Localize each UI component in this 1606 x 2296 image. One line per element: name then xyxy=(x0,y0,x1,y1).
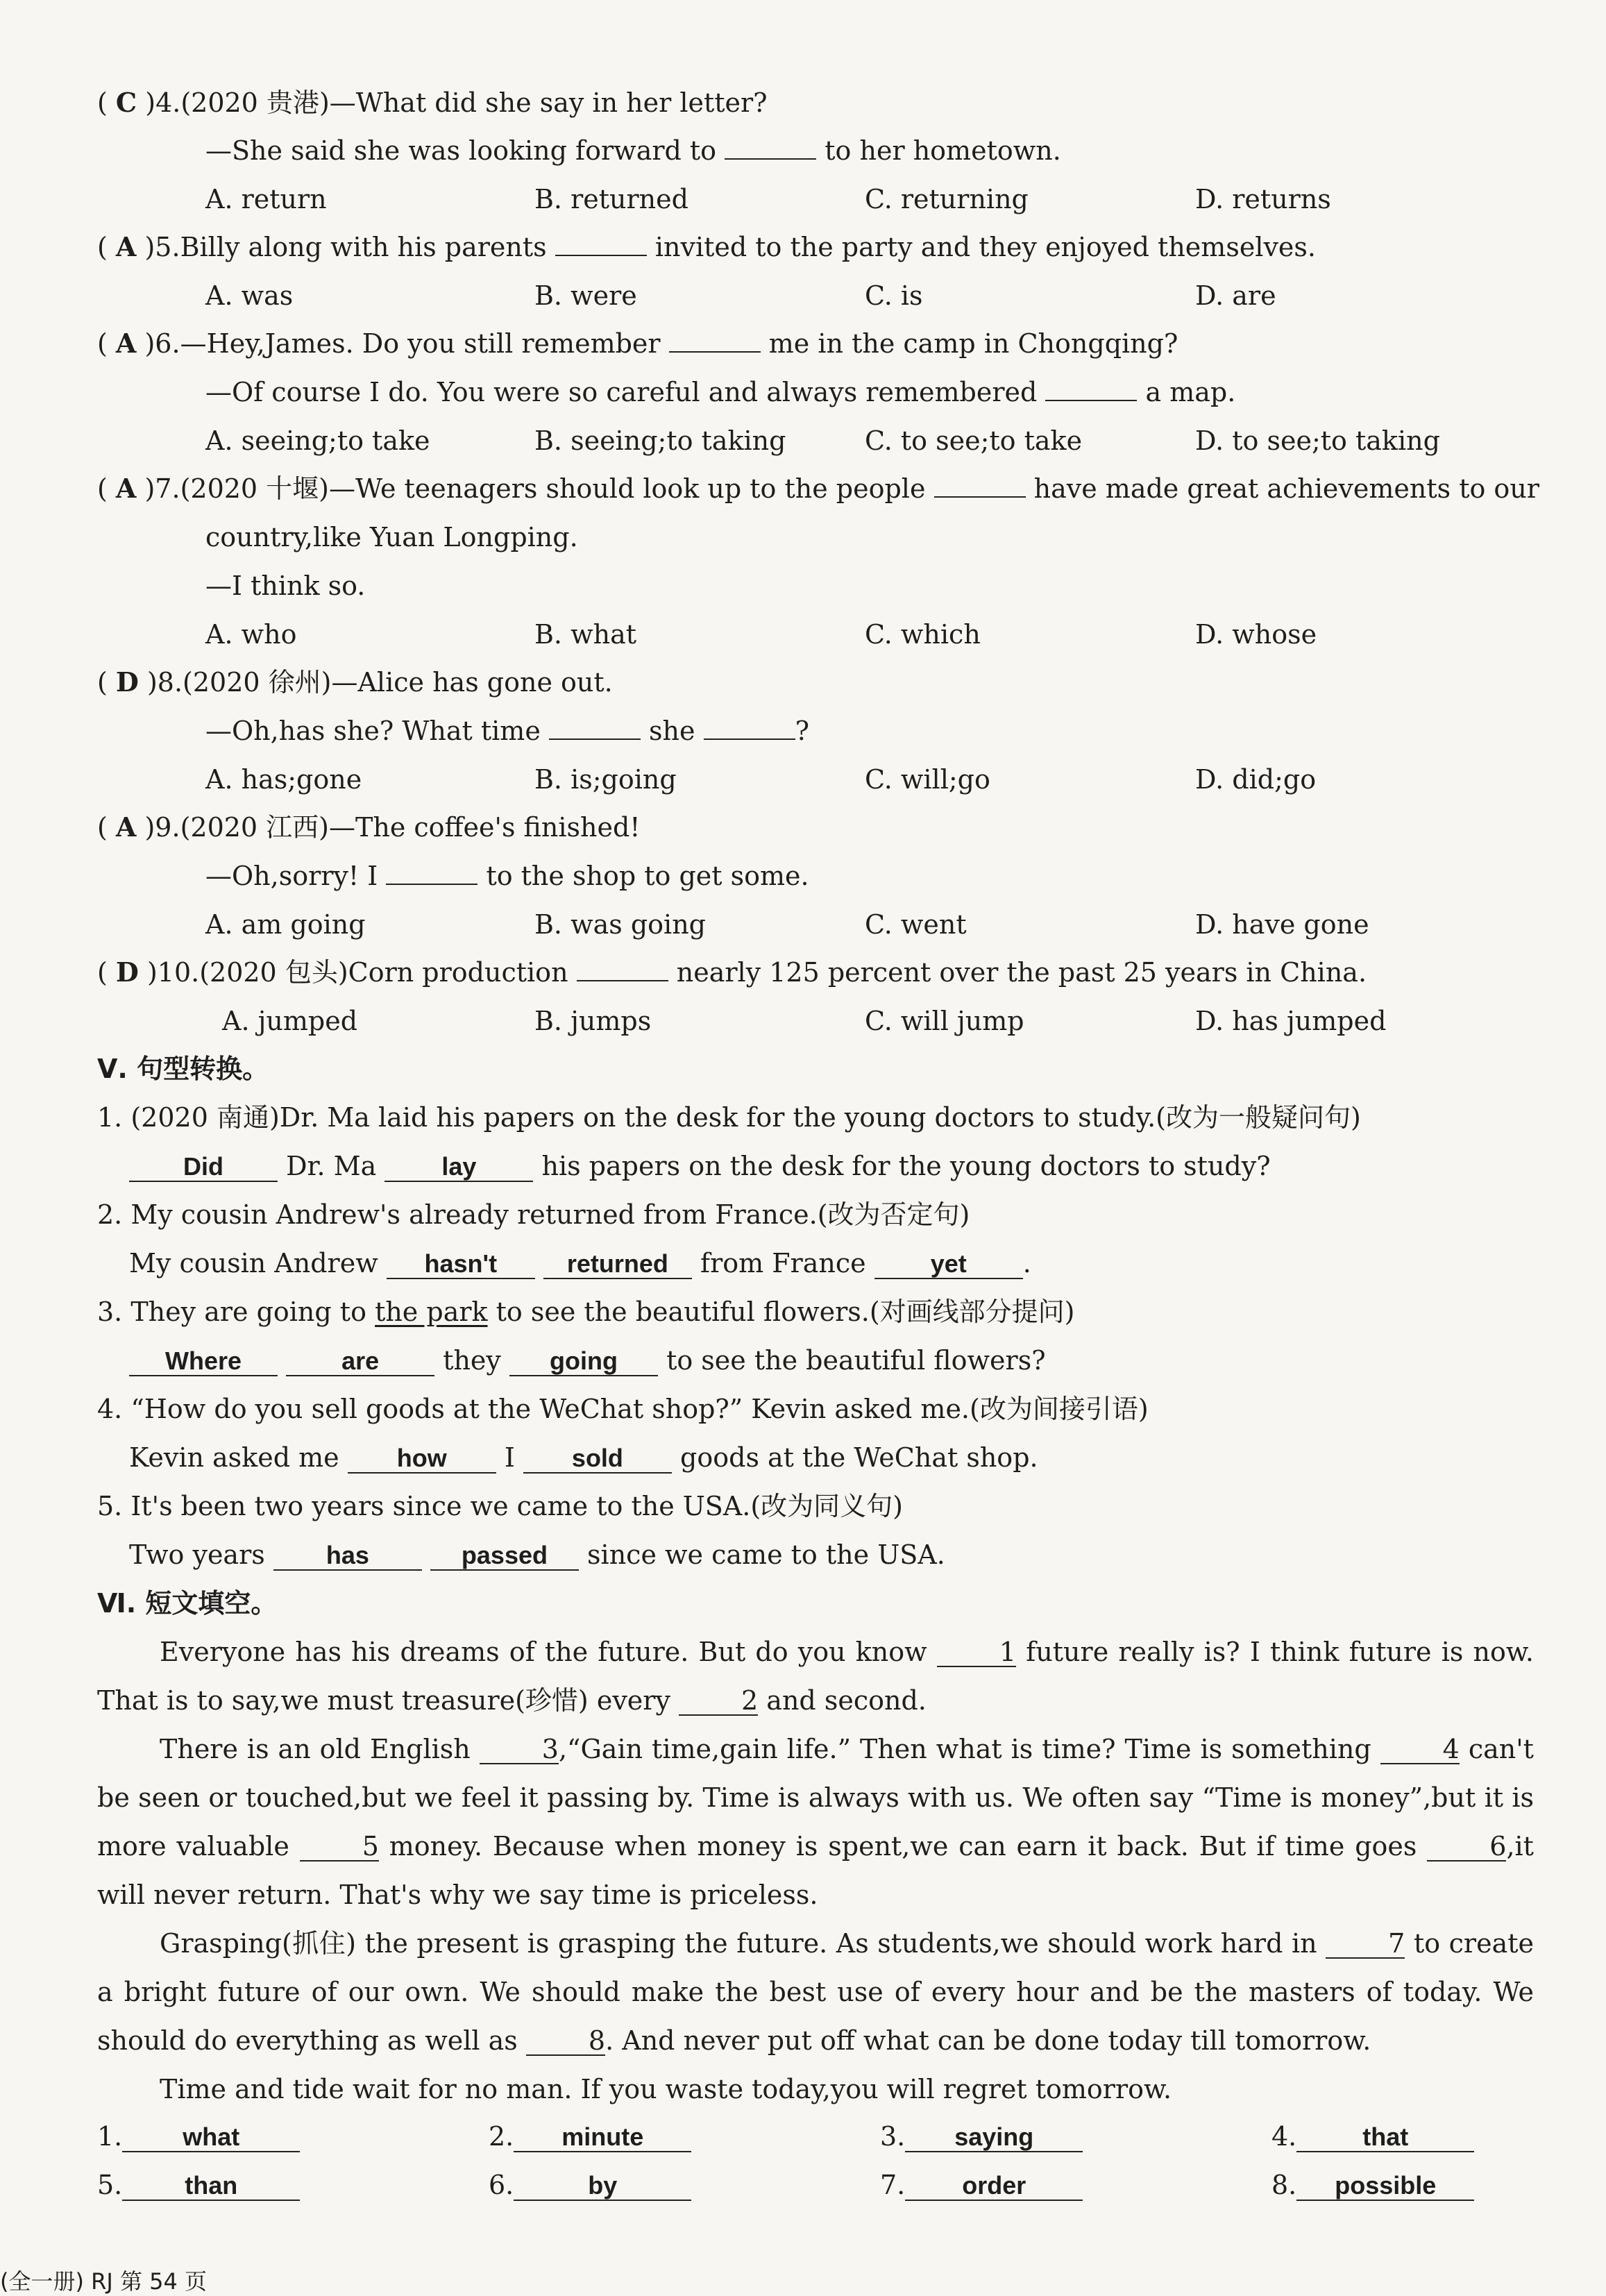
question-9-line2: —Oh,sorry! I to the shop to get some. xyxy=(205,861,809,891)
question-8: ( D )8.(2020 徐州)—Alice has gone out. xyxy=(97,666,613,698)
question-4-line2: —She said she was looking forward to to her hometown. xyxy=(205,135,1061,166)
answer-letter: A xyxy=(115,473,137,504)
blank[interactable] xyxy=(549,715,641,740)
option-d[interactable]: D. did;go xyxy=(1195,764,1317,795)
option-c[interactable]: C. returning xyxy=(865,184,1029,214)
blank[interactable] xyxy=(386,860,477,885)
answer-letter: A xyxy=(115,328,137,359)
underlined-phrase: the park xyxy=(375,1297,488,1327)
transform-4-answer: Kevin asked me how I sold goods at the WeChat shop. xyxy=(129,1442,1038,1473)
option-a[interactable]: A. am going xyxy=(205,909,366,940)
question-4: ( C )4.(2020 贵港)—What did she say in her letter? xyxy=(97,87,768,118)
answer-blank[interactable]: what xyxy=(122,2123,300,2152)
passage-paragraph-2: There is an old English 3,“Gain time,gain life.” Then what is time? Time is something 4 can't be seen or touched,but we feel it passing by. Time is always with us. We often say “Time is money”,but it is more valuable 5 money. Because when money is spent,we can earn it back. But if time goes 6,it will never return. That's why we say time is priceless. xyxy=(97,1734,1534,1910)
question-9: ( A )9.(2020 江西)—The coffee's finished! xyxy=(97,811,641,843)
option-b[interactable]: B. jumps xyxy=(534,1006,652,1036)
passage-blank[interactable]: 5 xyxy=(300,1832,379,1862)
option-a[interactable]: A. has;gone xyxy=(205,764,362,795)
option-b[interactable]: B. seeing;to taking xyxy=(534,425,786,456)
question-6-line2: —Of course I do. You were so careful and always remembered a map. xyxy=(205,377,1236,407)
transform-1-question: 1. (2020 南通)Dr. Ma laid his papers on the desk for the young doctors to study.(改为一般疑问句) xyxy=(97,1102,1361,1133)
blank[interactable] xyxy=(1045,376,1137,401)
option-c[interactable]: C. to see;to take xyxy=(865,425,1083,456)
passage-blank[interactable]: 1 xyxy=(937,1638,1016,1667)
question-7-line3: —I think so. xyxy=(205,571,366,601)
answer-blank[interactable]: by xyxy=(514,2172,691,2201)
answer-blank[interactable]: possible xyxy=(1296,2172,1474,2201)
answer-blank[interactable]: passed xyxy=(430,1542,579,1571)
passage-paragraph-4: Time and tide wait for no man. If you waste today,you will regret tomorrow. xyxy=(160,2074,1172,2104)
option-a[interactable]: A. seeing;to take xyxy=(205,425,430,456)
answer-blank[interactable]: has xyxy=(273,1542,422,1571)
answer-letter: D xyxy=(115,666,139,698)
option-b[interactable]: B. were xyxy=(534,280,637,311)
question-7-line2: country,like Yuan Longping. xyxy=(205,522,578,552)
passage-blank[interactable]: 7 xyxy=(1326,1930,1405,1959)
page-footer: (全一册) RJ 第 54 页 xyxy=(0,2268,208,2295)
option-c[interactable]: C. will;go xyxy=(865,764,990,795)
passage-blank[interactable]: 4 xyxy=(1380,1735,1460,1764)
option-a[interactable]: A. who xyxy=(205,619,297,650)
question-10: ( D )10.(2020 包头)Corn production nearly 125 percent over the past 25 years in China. xyxy=(97,956,1367,988)
transform-5-answer: Two years has passed since we came to the USA. xyxy=(129,1539,945,1570)
answer-blank[interactable]: going xyxy=(509,1347,658,1376)
answer-6: 6. by xyxy=(489,2168,691,2202)
transform-2-answer: My cousin Andrew hasn't returned from France yet . xyxy=(129,1248,1031,1278)
answer-blank[interactable]: saying xyxy=(905,2123,1083,2152)
answer-blank[interactable]: lay xyxy=(384,1153,533,1182)
answer-5: 5. than xyxy=(97,2168,300,2202)
blank[interactable] xyxy=(934,473,1026,498)
transform-5-question: 5. It's been two years since we came to the USA.(改为同义句) xyxy=(97,1491,903,1521)
option-c[interactable]: C. will jump xyxy=(865,1006,1024,1036)
answer-blank[interactable]: yet xyxy=(874,1250,1023,1279)
option-d[interactable]: D. has jumped xyxy=(1195,1006,1387,1036)
answer-7: 7. order xyxy=(880,2168,1083,2202)
answer-blank[interactable]: sold xyxy=(523,1444,672,1474)
option-d[interactable]: D. whose xyxy=(1195,619,1317,650)
transform-4-question: 4. “How do you sell goods at the WeChat shop?” Kevin asked me.(改为间接引语) xyxy=(97,1394,1149,1424)
answer-3: 3. saying xyxy=(880,2120,1083,2153)
answer-blank[interactable]: how xyxy=(348,1444,496,1474)
answer-letter: C xyxy=(115,87,137,118)
answer-letter: A xyxy=(115,811,137,843)
option-d[interactable]: D. returns xyxy=(1195,184,1331,214)
question-5: ( A )5.Billy along with his parents invited to the party and they enjoyed themselves. xyxy=(97,231,1316,262)
option-c[interactable]: C. went xyxy=(865,909,967,940)
blank[interactable] xyxy=(555,231,647,256)
passage-paragraph-3: Grasping(抓住) the present is grasping the future. As students,we should work hard in 7 to create a bright future of our own. We should make the best use of every hour and be the masters of today. We should do everything as well as 8. And never put off what can be done today till tomorrow. xyxy=(97,1928,1535,2056)
question-6: ( A )6.—Hey,James. Do you still remember me in the camp in Chongqing? xyxy=(97,328,1178,359)
answer-letter: A xyxy=(115,231,137,262)
blank[interactable] xyxy=(704,715,795,740)
option-d[interactable]: D. to see;to taking xyxy=(1195,425,1440,456)
answer-blank[interactable]: order xyxy=(905,2172,1083,2201)
passage-paragraph-1: Everyone has his dreams of the future. But do you know 1 future really is? I think future is now. That is to say,we must treasure(珍惜) every 2 and second. xyxy=(97,1637,1534,1716)
option-d[interactable]: D. are xyxy=(1195,280,1276,311)
answer-2: 2. minute xyxy=(489,2120,691,2153)
answer-blank[interactable]: are xyxy=(286,1347,434,1376)
option-b[interactable]: B. is;going xyxy=(534,764,677,795)
transform-3-question: 3. They are going to the park to see the beautiful flowers.(对画线部分提问) xyxy=(97,1297,1075,1327)
answer-letter: D xyxy=(115,956,139,988)
option-a[interactable]: A. was xyxy=(205,280,294,311)
blank[interactable] xyxy=(669,328,761,353)
question-8-line2: —Oh,has she? What time she ? xyxy=(205,716,809,746)
option-c[interactable]: C. is xyxy=(865,280,923,311)
passage-blank[interactable]: 2 xyxy=(679,1687,758,1716)
option-d[interactable]: D. have gone xyxy=(1195,909,1369,940)
answer-1: 1. what xyxy=(97,2120,300,2153)
blank[interactable] xyxy=(577,956,668,981)
answer-4: 4. that xyxy=(1271,2120,1474,2153)
option-a[interactable]: A. jumped xyxy=(222,1006,358,1036)
passage-blank[interactable]: 8 xyxy=(526,2027,605,2056)
option-a[interactable]: A. return xyxy=(205,184,327,214)
section-5-title: Ⅴ. 句型转换。 xyxy=(97,1054,269,1084)
answer-blank[interactable]: than xyxy=(122,2172,300,2201)
answer-blank[interactable]: hasn't xyxy=(387,1250,535,1279)
blank[interactable] xyxy=(725,135,816,160)
option-b[interactable]: B. what xyxy=(534,619,637,650)
answer-8: 8. possible xyxy=(1271,2168,1474,2202)
answer-blank[interactable]: minute xyxy=(514,2123,691,2152)
question-7: ( A )7.(2020 十堰)—We teenagers should look up to the people have made great achievements to our xyxy=(97,473,1539,504)
answer-blank[interactable]: Where xyxy=(129,1347,278,1376)
option-b[interactable]: B. returned xyxy=(534,184,688,214)
answer-blank[interactable]: returned xyxy=(543,1250,692,1279)
passage-blank[interactable]: 3 xyxy=(480,1735,559,1764)
transform-3-answer: Where are they going to see the beautiful flowers? xyxy=(129,1344,1046,1377)
section-6-title: Ⅵ. 短文填空。 xyxy=(97,1588,278,1619)
answer-blank[interactable]: that xyxy=(1296,2123,1474,2152)
option-b[interactable]: B. was going xyxy=(534,909,706,940)
option-c[interactable]: C. which xyxy=(865,619,981,650)
transform-2-question: 2. My cousin Andrew's already returned from France.(改为否定句) xyxy=(97,1199,970,1230)
answer-blank[interactable]: Did xyxy=(129,1153,278,1182)
transform-1-answer: Did Dr. Ma lay his papers on the desk for the young doctors to study? xyxy=(129,1149,1271,1183)
passage-blank[interactable]: 6 xyxy=(1427,1832,1506,1862)
